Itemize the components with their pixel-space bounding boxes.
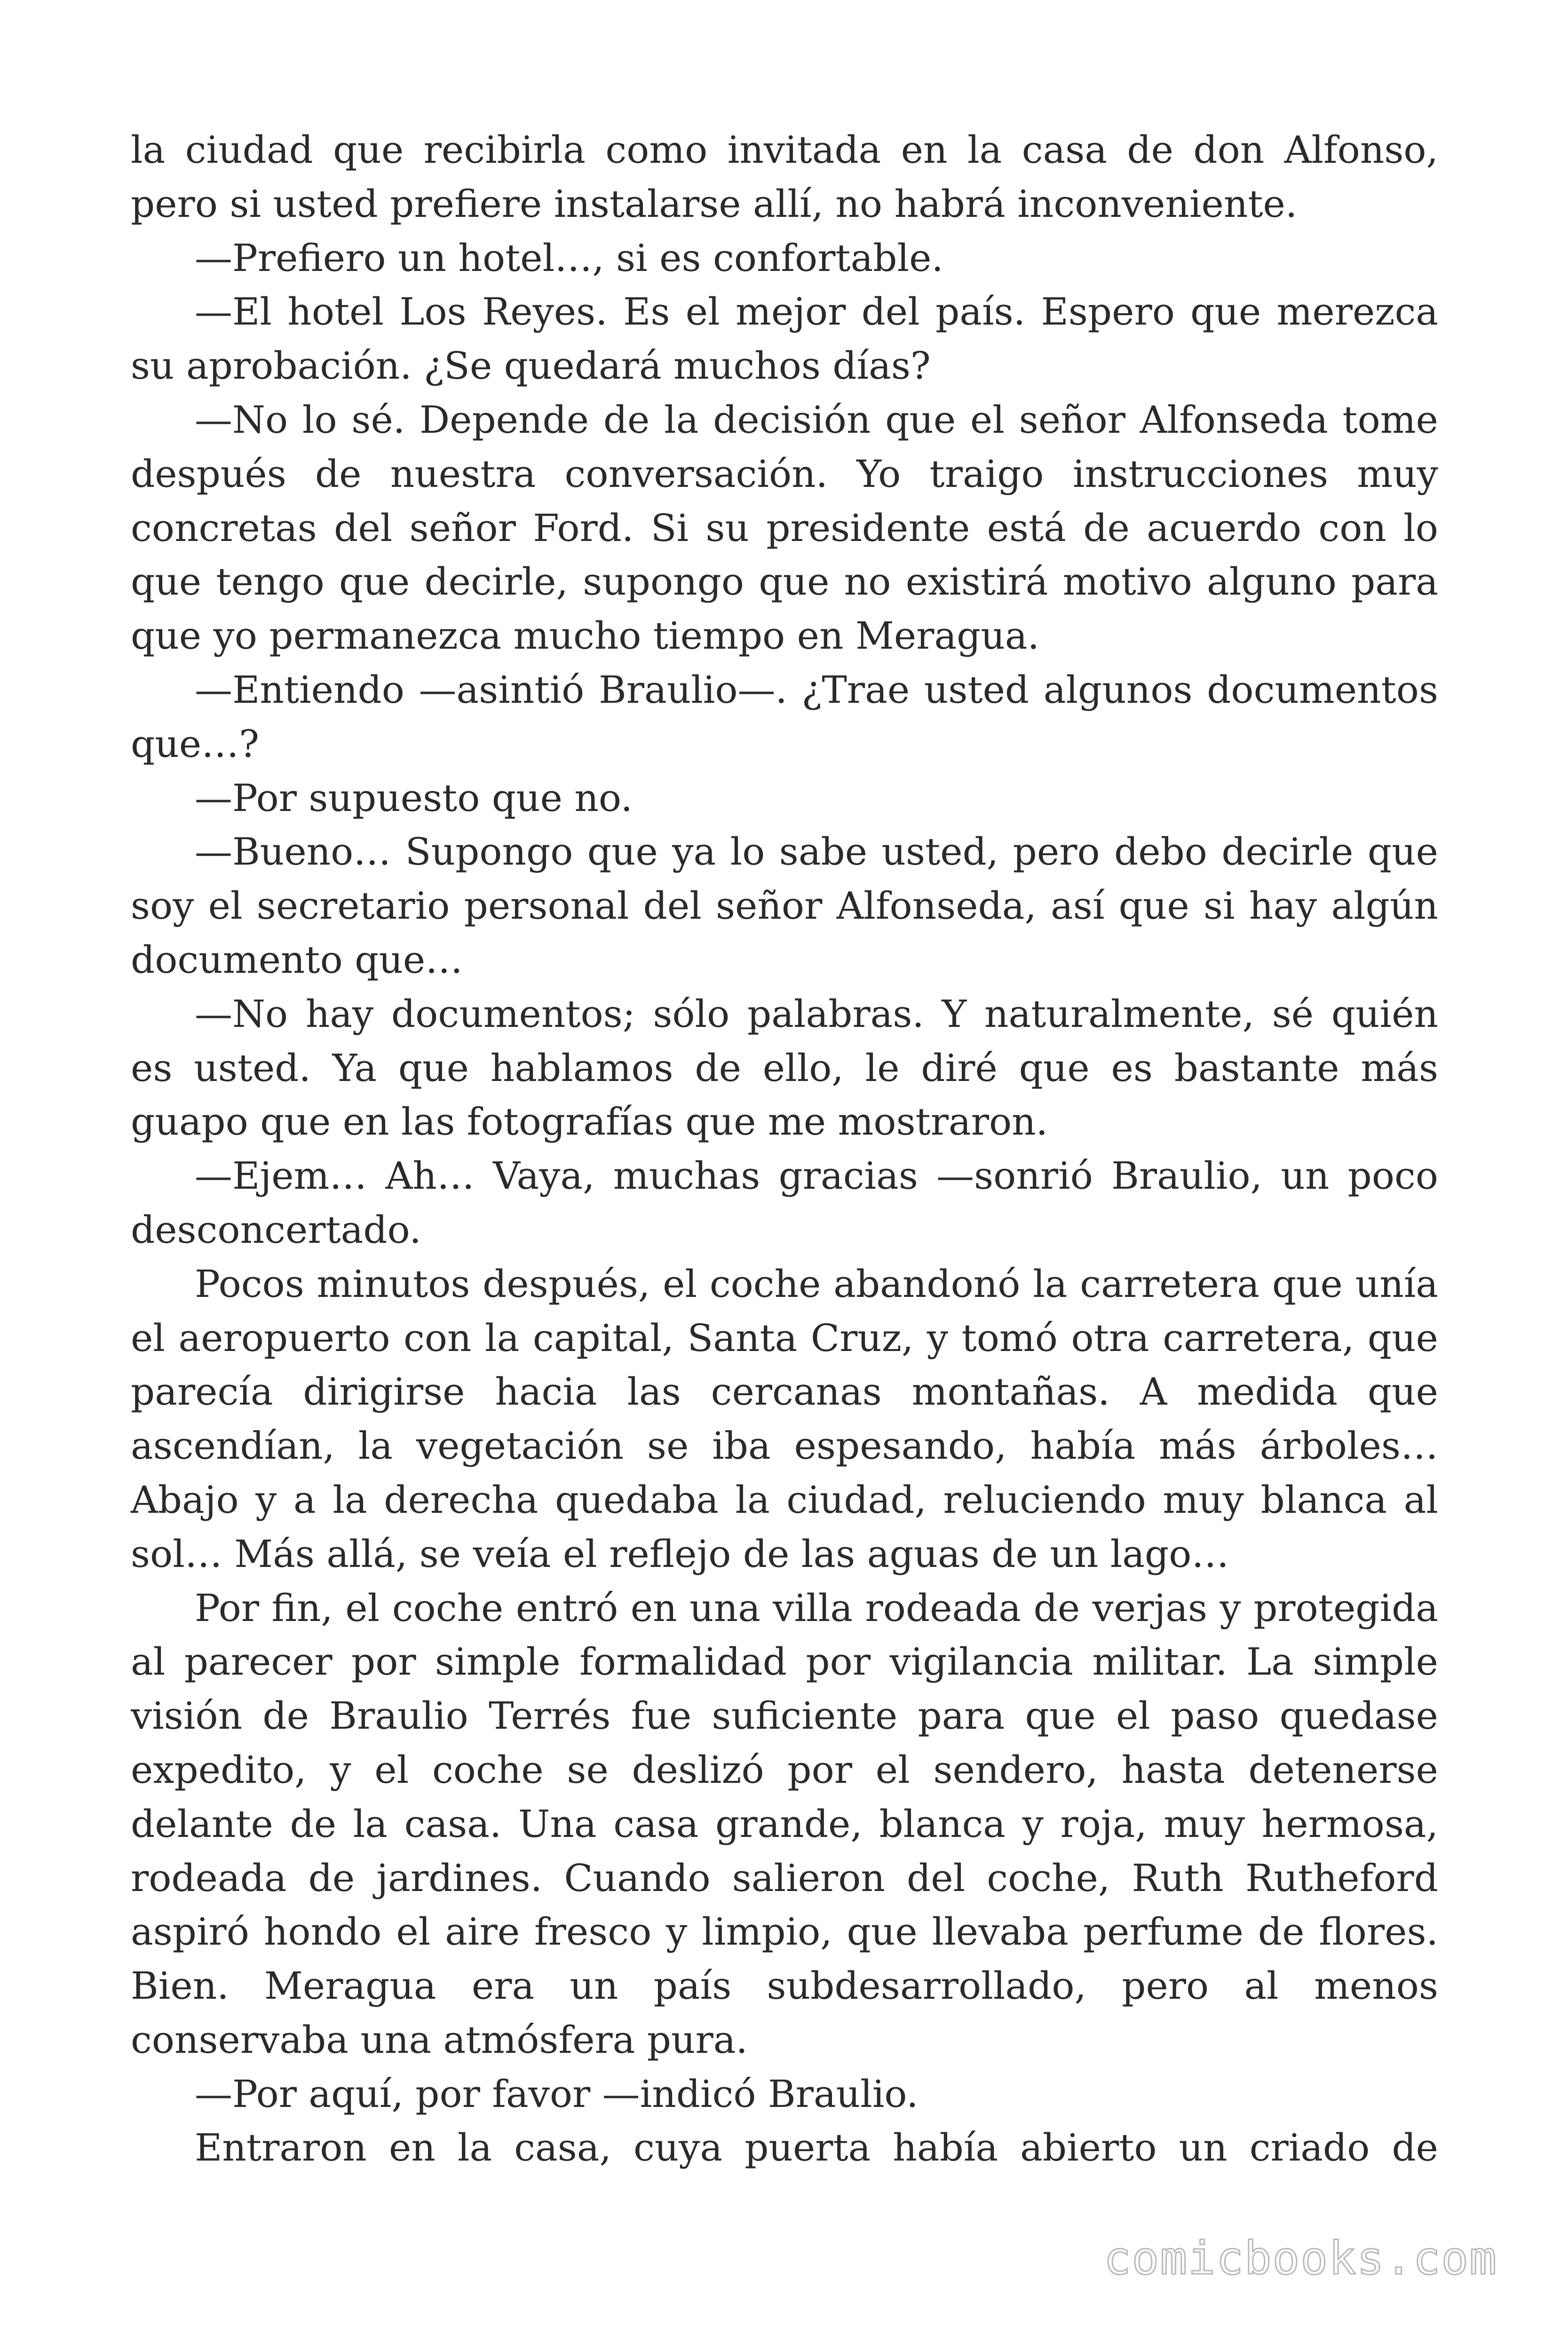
narrative-paragraph: Por fin, el coche entró en una villa rodeada de verjas y protegida al parecer por simple formalidad por vigilancia militar. La simple visión de Braulio Terrés fue suficiente para que el paso quedase expedito, y el coche se deslizó por el sendero, hasta detenerse delante de la casa. Una casa grande, blanca y roja, muy hermosa, rodeada de jardines. Cuando salieron del coche, Ruth Rutheford aspiró hondo el aire fresco y limpio, que llevaba perfume de flores. Bien. Meragua era un país subdesarrollado, pero al menos conservaba una atmósfera pura.: [131, 1586, 1438, 2062]
dialogue-line: —Prefiero un hotel…, si es confortable.: [195, 236, 943, 280]
dialogue-line: —Ejem… Ah… Vaya, muchas gracias —sonrió Braulio, un poco desconcertado.: [131, 1154, 1438, 1252]
dialogue-line: —No lo sé. Depende de la decisión que el señor Alfonseda tome después de nuestra conversación. Yo traigo instrucciones muy concretas del señor Ford. Si su presidente está de acuerdo con lo que tengo que decirle, supongo que no existirá motivo alguno para que yo permanezca mucho tiempo en Meragua.: [131, 397, 1438, 658]
narrative-paragraph: Pocos minutos después, el coche abandonó la carretera que unía el aeropuerto con la capital, Santa Cruz, y tomó otra carretera, que parecía dirigirse hacia las cercanas montañas. A medida que ascendían, la vegetación se iba espesando, había más árboles… Abajo y a la derecha quedaba la ciudad, reluciendo muy blanca al sol… Más allá, se veía el reflejo de las aguas de un lago…: [131, 1262, 1438, 1576]
dialogue-line: —Por aquí, por favor —indicó Braulio.: [195, 2072, 919, 2116]
narrative-paragraph: Entraron en la casa, cuya puerta había abierto un criado de: [195, 2126, 1438, 2170]
dialogue-line: —Por supuesto que no.: [195, 776, 633, 820]
paragraph-continuation: la ciudad que recibirla como invitada en la casa de don Alfonso, pero si usted prefiere instalarse allí, no habrá inconveniente.: [131, 128, 1438, 226]
book-page-text: [131, 123, 1438, 2175]
dialogue-line: —Entiendo —asintió Braulio—. ¿Trae usted algunos documentos que…?: [131, 667, 1438, 766]
site-watermark: comicbooks.com: [1103, 2232, 1497, 2285]
dialogue-line: —El hotel Los Reyes. Es el mejor del país. Espero que merezca su aprobación. ¿Se quedará muchos días?: [131, 290, 1438, 388]
dialogue-line: —No hay documentos; sólo palabras. Y naturalmente, sé quién es usted. Ya que hablamos de ello, le diré que es bastante más guapo que en las fotografías que me mostraron.: [131, 992, 1438, 1144]
dialogue-line: —Bueno… Supongo que ya lo sabe usted, pero debo decirle que soy el secretario personal del señor Alfonseda, así que si hay algún documento que…: [131, 830, 1438, 982]
